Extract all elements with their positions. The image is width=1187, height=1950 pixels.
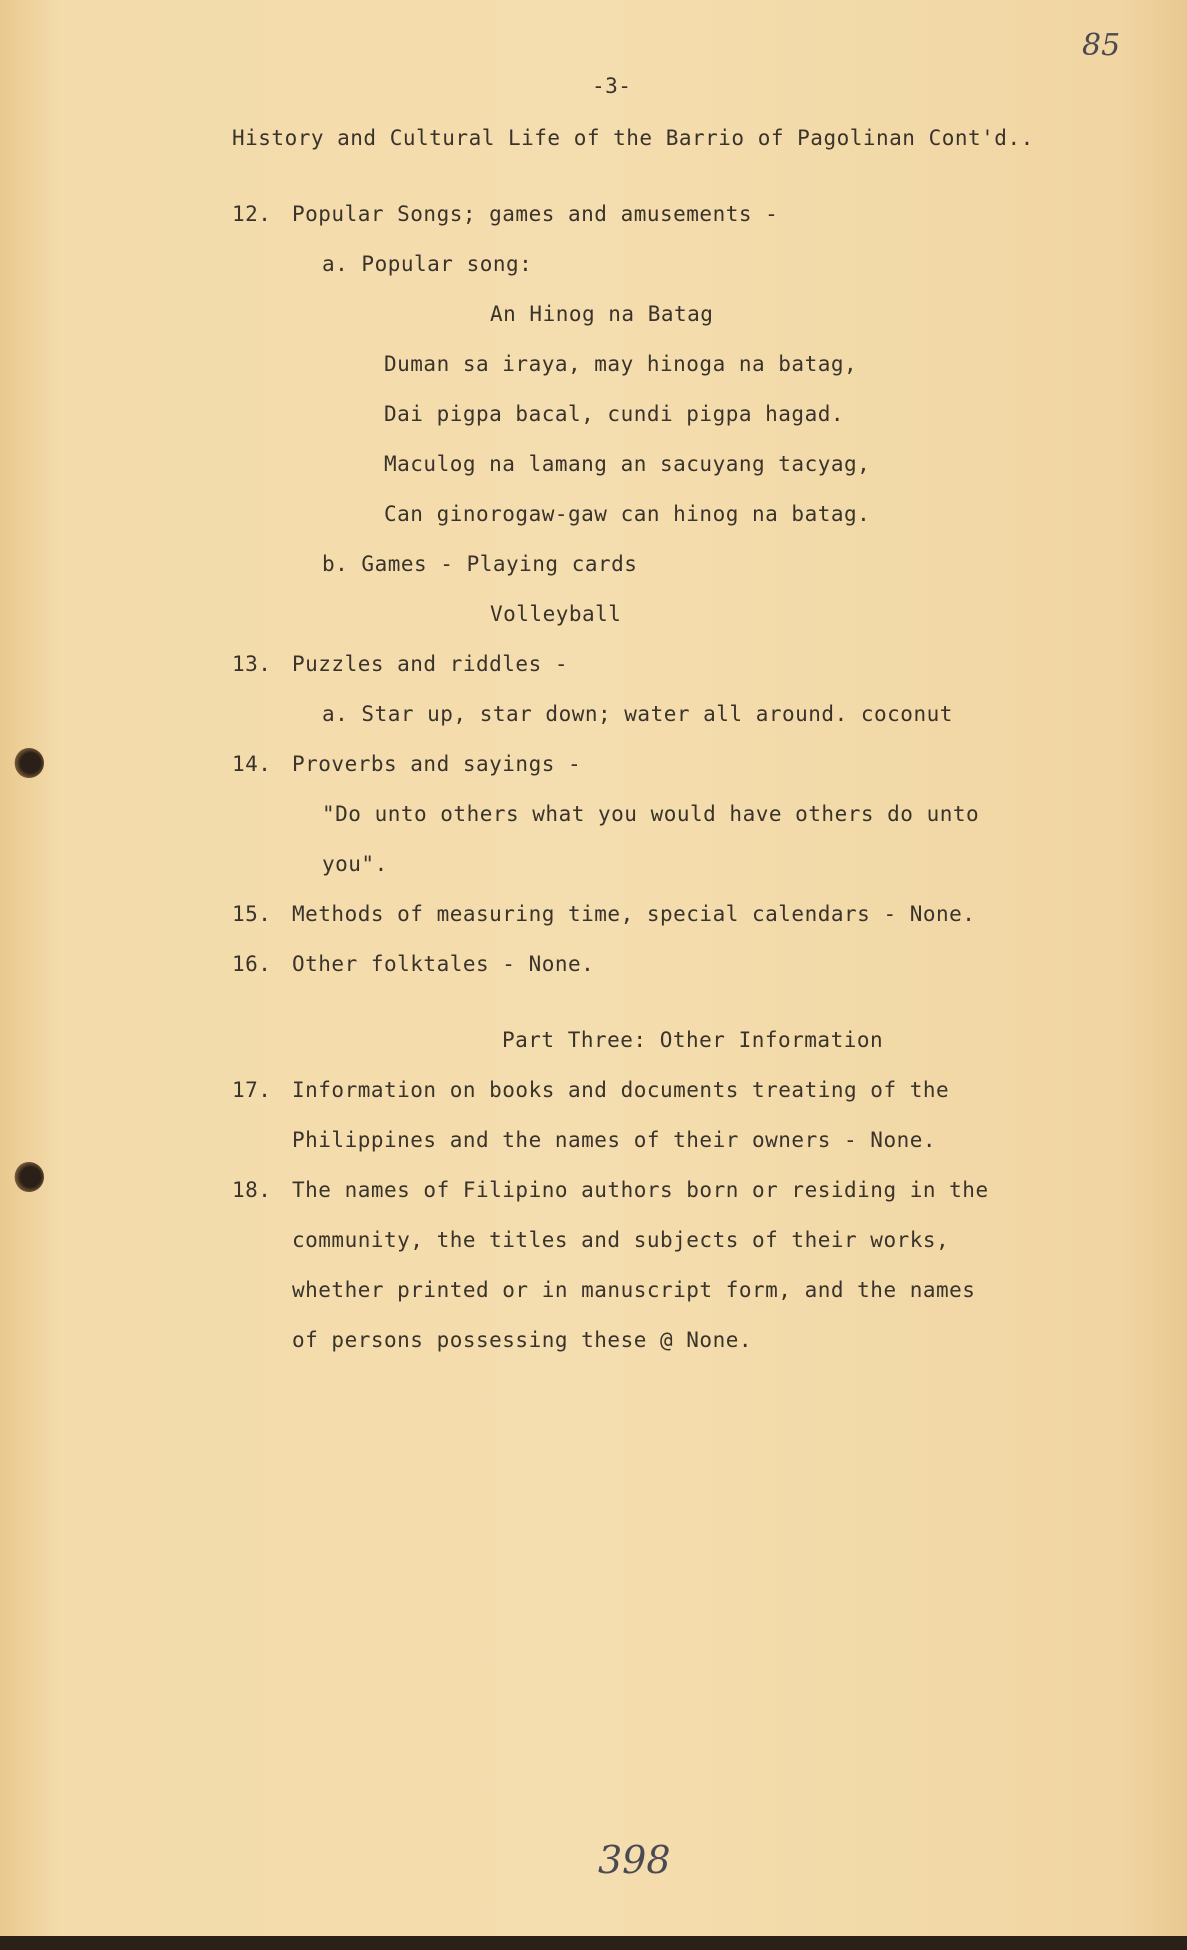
item-12-text: Popular Songs; games and amusements - — [292, 202, 779, 226]
item-17-line-1: Information on books and documents treating of the — [292, 1078, 950, 1102]
song-line-1: Duman sa iraya, may hinoga na batag, — [384, 352, 858, 376]
item-12-b-second: Volleyball — [490, 602, 622, 626]
item-17-line-2: Philippines and the names of their owners - None. — [292, 1128, 937, 1152]
item-14-number: 14. — [232, 752, 272, 776]
item-13 — [232, 652, 568, 676]
item-17-number: 17. — [232, 1078, 272, 1102]
handwritten-archive-number: 398 — [598, 1838, 671, 1882]
item-13-text: Puzzles and riddles - — [292, 652, 569, 676]
item-15-number: 15. — [232, 902, 272, 926]
item-12-a-label: a. Popular song: — [322, 252, 533, 276]
item-15-text: Methods of measuring time, special calendars - None. — [292, 902, 976, 926]
item-14-text: Proverbs and sayings - — [292, 752, 582, 776]
proverb-line-2: you". — [322, 852, 388, 876]
proverb-line-1: "Do unto others what you would have others do unto — [322, 802, 980, 826]
item-12-b-label: b. Games - Playing cards — [322, 552, 638, 576]
item-17 — [232, 1078, 949, 1102]
song-line-3: Maculog na lamang an sacuyang tacyag, — [384, 452, 871, 476]
song-title: An Hinog na Batag — [490, 302, 714, 326]
item-16-number: 16. — [232, 952, 272, 976]
item-13-number: 13. — [232, 652, 272, 676]
item-12-number: 12. — [232, 202, 272, 226]
item-12 — [232, 202, 778, 226]
item-14 — [232, 752, 581, 776]
scan-bottom-edge — [0, 1936, 1187, 1950]
song-line-4: Can ginorogaw-gaw can hinog na batag. — [384, 502, 871, 526]
item-18 — [232, 1178, 989, 1202]
binder-hole-bottom — [14, 1162, 44, 1192]
song-line-2: Dai pigpa bacal, cundi pigpa hagad. — [384, 402, 845, 426]
item-18-line-3: whether printed or in manuscript form, and the names — [292, 1278, 976, 1302]
item-18-line-1: The names of Filipino authors born or residing in the — [292, 1178, 989, 1202]
item-16-text: Other folktales - None. — [292, 952, 595, 976]
item-18-line-4: of persons possessing these @ None. — [292, 1328, 753, 1352]
item-18-number: 18. — [232, 1178, 272, 1202]
document-heading: History and Cultural Life of the Barrio of Pagolinan Cont'd.. — [232, 126, 1034, 150]
item-13-riddle: a. Star up, star down; water all around. coconut — [322, 702, 953, 726]
page-number: -3- — [592, 74, 632, 98]
binder-hole-top — [14, 748, 44, 778]
item-16 — [232, 952, 594, 976]
item-18-line-2: community, the titles and subjects of their works, — [292, 1228, 950, 1252]
item-15 — [232, 902, 975, 926]
part-three-heading: Part Three: Other Information — [502, 1028, 884, 1052]
handwritten-page-mark: 85 — [1082, 28, 1121, 63]
